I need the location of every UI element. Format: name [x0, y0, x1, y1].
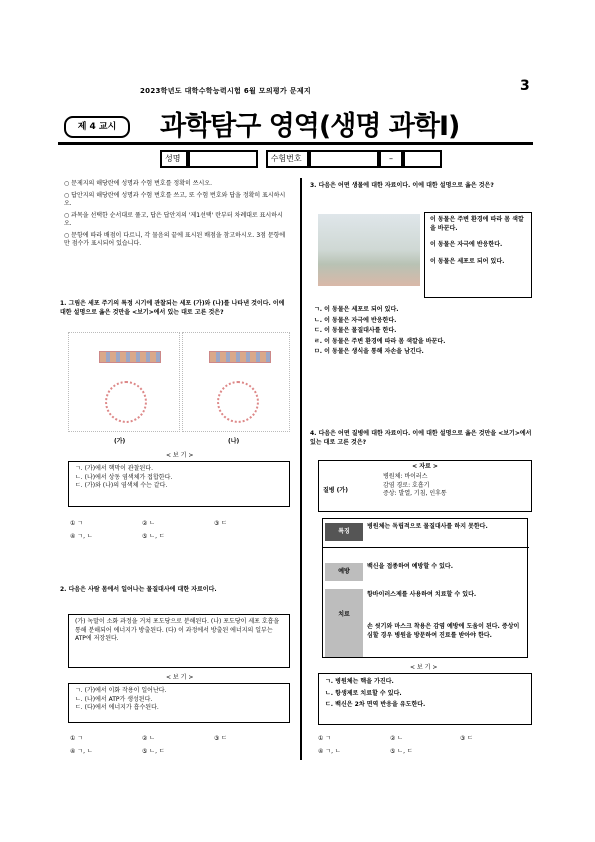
- title-divider: [58, 142, 533, 145]
- side-note: 이 동물은 세포로 되어 있다.: [430, 257, 505, 265]
- option-4[interactable]: ④ ㄱ, ㄴ: [70, 533, 93, 540]
- figure-cell-a: [68, 332, 180, 432]
- candidate-info-bar: [160, 150, 442, 166]
- option-3[interactable]: ③ ㄷ: [460, 735, 474, 742]
- feature-table: [322, 518, 528, 658]
- bogi-item: ㄷ. (가)와 (나)의 염색체 수는 같다.: [75, 482, 168, 489]
- figure-label-a: (가): [114, 438, 126, 445]
- question-number: 2.: [60, 586, 67, 593]
- cell-drawing: [217, 381, 259, 423]
- instruction-line: ○ 과목을 선택한 순서대로 풀고, 답은 답안지의 '제1선택' 란부터 차례대로 표시하시오.: [64, 211, 283, 227]
- bogi-item: ㄴ. (나)에서 ATP가 생성된다.: [75, 695, 153, 703]
- bogi-item: ㄱ. 병원체는 핵을 가진다.: [325, 678, 394, 685]
- figure-cell-b: [182, 332, 290, 432]
- bogi-title: < 보 기 >: [166, 452, 194, 459]
- id-field-1[interactable]: [309, 150, 379, 168]
- fact-line: 병원체: 바이러스: [383, 473, 428, 480]
- period-badge: 제 4 교시: [64, 116, 130, 138]
- question-3: [310, 182, 532, 191]
- option-4[interactable]: ④ ㄱ, ㄴ: [318, 748, 341, 755]
- question-number: 3.: [310, 182, 317, 189]
- disease-facts: [383, 473, 529, 499]
- bogi-box: [68, 683, 290, 723]
- table-cell: 백신을 접종하여 예방할 수 있다.: [367, 563, 453, 570]
- chromosome-strip: [209, 351, 271, 363]
- column-divider: [300, 178, 302, 760]
- side-note: 이 동물은 주변 환경에 따라 몸 색깔을 바꾼다.: [430, 216, 524, 232]
- name-field[interactable]: [188, 150, 258, 168]
- fact-line: 감염 경로: 호흡기: [383, 481, 430, 489]
- question-text: 그림은 세포 주기의 특정 시기에 관찰되는 세포 (가)와 (나)를 나타낸 것이다. 이에 대한 설명으로 옳은 것만을 <보기>에서 있는 대로 고른 것은?: [60, 300, 285, 316]
- option-2[interactable]: ② ㄴ: [390, 735, 404, 742]
- data-title: < 자료 >: [412, 463, 438, 470]
- table-label: 특징: [325, 523, 363, 541]
- passage-box: (가) 녹말이 소화 과정을 거쳐 포도당으로 분해된다. (나) 포도당이 세포 호흡을 통해 분해되어 에너지가 방출된다. (다) 이 과정에서 방출된 에너지의 일부는 ATP에 저장된다.: [68, 614, 290, 668]
- table-label: 치료: [325, 589, 363, 657]
- question-3-lines: [314, 306, 534, 357]
- option-1[interactable]: ① ㄱ: [70, 735, 84, 742]
- statement-line: ㄱ. 이 동물은 세포로 되어 있다.: [314, 306, 399, 313]
- data-box: [318, 460, 532, 512]
- disease-label: 질병 (가): [323, 487, 348, 494]
- id-separator: –: [379, 150, 403, 168]
- bogi-title: < 보 기 >: [410, 664, 438, 671]
- option-3[interactable]: ③ ㄷ: [214, 735, 228, 742]
- bogi-item: ㄴ. 항생제로 치료할 수 있다.: [325, 689, 402, 697]
- question-number: 1.: [60, 300, 67, 307]
- option-4[interactable]: ④ ㄱ, ㄴ: [70, 748, 93, 755]
- bogi-title: < 보 기 >: [166, 674, 194, 681]
- instruction-line: ○ 문항에 따라 배점이 다르니, 각 물음의 끝에 표시된 배점을 참고하시오. 3점 문항에만 점수가 표시되어 있습니다.: [64, 231, 286, 247]
- instruction-line: ○ 문제지의 해당란에 성명과 수험 번호를 정확히 쓰시오.: [64, 180, 213, 187]
- question-text: 다음은 어떤 질병에 대한 자료이다. 이에 대한 설명으로 옳은 것만을 <보기>에서 있는 대로 고른 것은?: [310, 430, 532, 446]
- figure-label-b: (나): [228, 438, 240, 445]
- option-5[interactable]: ⑤ ㄴ, ㄷ: [142, 748, 165, 755]
- option-3[interactable]: ③ ㄷ: [214, 520, 228, 527]
- question-number: 4.: [310, 430, 317, 437]
- statement-line: ㅁ. 이 동물은 생식을 통해 자손을 남긴다.: [314, 348, 424, 355]
- bogi-item: ㄱ. (가)에서 핵막이 관찰된다.: [75, 465, 153, 472]
- side-notes-box: [424, 212, 532, 298]
- name-label: 성명: [160, 150, 188, 168]
- question-text: 다음은 사람 몸에서 일어나는 물질대사에 대한 자료이다.: [68, 586, 217, 593]
- option-1[interactable]: ① ㄱ: [318, 735, 332, 742]
- table-cell: 항바이러스제를 사용하여 치료할 수 있다.: [367, 591, 477, 598]
- organism-photo: [318, 214, 420, 286]
- bogi-item: ㄱ. (가)에서 이화 작용이 일어난다.: [75, 687, 167, 694]
- bogi-box: [318, 673, 532, 725]
- exam-header: 2023학년도 대학수학능력시험 6월 모의평가 문제지: [140, 87, 311, 95]
- bogi-item: ㄴ. (나)에서 상동 염색체가 접합한다.: [75, 473, 173, 481]
- side-note: 이 동물은 자극에 반응한다.: [430, 241, 503, 248]
- table-label: 예방: [325, 563, 363, 581]
- page-title: 과학탐구 영역(생명 과학Ⅰ): [160, 111, 460, 142]
- option-2[interactable]: ② ㄴ: [142, 735, 156, 742]
- table-cell: 손 씻기와 마스크 착용은 감염 예방에 도움이 된다. 증상이 심할 경우 병원을 방문하여 진료를 받아야 한다.: [367, 623, 520, 639]
- instructions: [64, 180, 290, 252]
- statement-line: ㄴ. 이 동물은 자극에 반응한다.: [314, 316, 397, 324]
- statement-line: ㄹ. 이 동물은 주변 환경에 따라 몸 색깔을 바꾼다.: [314, 337, 446, 345]
- option-2[interactable]: ② ㄴ: [142, 520, 156, 527]
- instruction-line: ○ 답안지의 해당란에 성명과 수험 번호를 쓰고, 또 수험 번호와 답을 정확히 표시하시오.: [64, 191, 286, 207]
- option-5[interactable]: ⑤ ㄴ, ㄷ: [390, 748, 413, 755]
- option-5[interactable]: ⑤ ㄴ, ㄷ: [142, 533, 165, 540]
- page-number: 3: [520, 78, 530, 94]
- cell-drawing: [105, 381, 147, 423]
- statement-line: ㄷ. 이 동물은 물질대사를 한다.: [314, 327, 397, 334]
- chromosome-strip: [99, 351, 161, 363]
- id-label: 수험번호: [266, 150, 309, 168]
- bogi-item: ㄷ. 백신은 2차 면역 반응을 유도한다.: [325, 701, 426, 708]
- bogi-box: [68, 461, 290, 507]
- question-2: [60, 586, 292, 595]
- id-field-2[interactable]: [403, 150, 442, 168]
- table-cell: 병원체는 독립적으로 물질대사를 하지 못한다.: [367, 523, 488, 530]
- question-4: [310, 430, 532, 447]
- question-1: [60, 300, 292, 317]
- row-divider: [323, 547, 529, 548]
- fact-line: 증상: 발열, 기침, 인후통: [383, 490, 447, 497]
- option-1[interactable]: ① ㄱ: [70, 520, 84, 527]
- bogi-item: ㄷ. (다)에서 에너지가 흡수된다.: [75, 704, 159, 711]
- question-text: 다음은 어떤 생물에 대한 자료이다. 이에 대한 설명으로 옳은 것은?: [318, 182, 494, 189]
